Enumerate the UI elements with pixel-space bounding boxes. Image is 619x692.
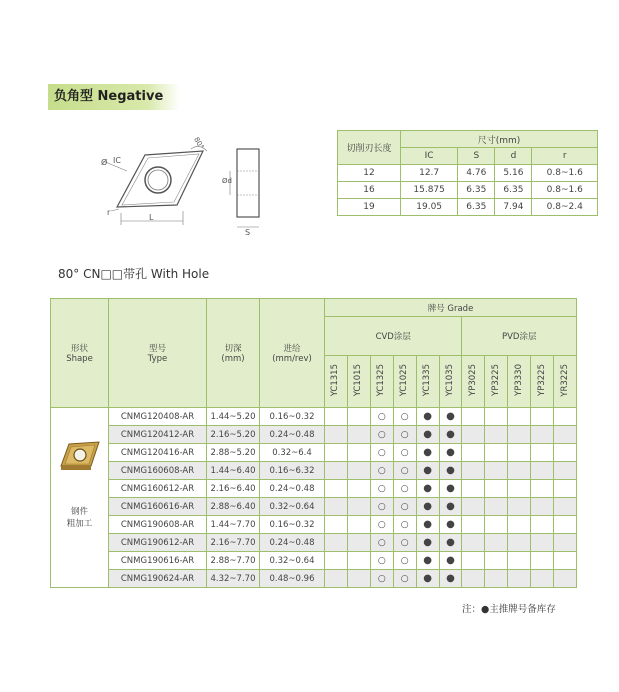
footnote: 注：●主推牌号备库存	[462, 604, 556, 615]
grade-mark-cell	[393, 570, 416, 588]
recommended-dot: ●	[446, 555, 455, 566]
type-cell: CNMG190624-AR	[109, 570, 207, 588]
grade-mark-cell	[531, 408, 554, 426]
grade-mark-cell	[508, 480, 531, 498]
grade-table	[50, 298, 577, 588]
shape-label: 钢件 粗加工	[66, 507, 93, 529]
grade-mark-cell	[531, 498, 554, 516]
dia-symbol: Ø	[101, 158, 108, 167]
feed-cell: 0.24~0.48	[260, 426, 325, 444]
grade-mark-cell	[325, 462, 348, 480]
r-label: r	[107, 208, 111, 217]
dimensions-table	[337, 130, 598, 216]
grade-mark-cell	[325, 480, 348, 498]
grade-mark-cell	[347, 480, 370, 498]
grade-mark-cell	[508, 552, 531, 570]
l-label: L	[149, 213, 154, 222]
pvd-header: PVD涂层	[462, 317, 577, 356]
section-banner	[48, 84, 180, 110]
grade-mark-cell	[508, 498, 531, 516]
type-cell: CNMG120416-AR	[109, 444, 207, 462]
feed-cell: 0.24~0.48	[260, 480, 325, 498]
dims-cell: 0.8~1.6	[532, 182, 598, 199]
recommended-dot: ●	[446, 411, 455, 422]
dims-cell: 15.875	[401, 182, 458, 199]
depth-cell: 4.32~7.70	[207, 570, 260, 588]
grade-mark-cell	[462, 534, 485, 552]
recommended-dot: ●	[423, 429, 432, 440]
grade-mark-cell	[439, 462, 462, 480]
dims-cell: 16	[338, 182, 401, 199]
feed-header: 进给 (mm/rev)	[260, 299, 325, 408]
dims-row	[338, 165, 598, 182]
grade-name-label: YC1035	[444, 363, 455, 397]
table-row	[51, 462, 577, 480]
available-ring: ○	[400, 465, 409, 476]
recommended-dot: ●	[446, 465, 455, 476]
grade-mark-cell	[347, 534, 370, 552]
dims-cell: 6.35	[458, 182, 495, 199]
grade-mark-cell	[508, 444, 531, 462]
grade-mark-cell	[439, 516, 462, 534]
grade-name-header	[416, 356, 439, 408]
grade-mark-cell	[439, 426, 462, 444]
grade-mark-cell	[325, 552, 348, 570]
available-ring: ○	[377, 573, 386, 584]
grade-mark-cell	[347, 444, 370, 462]
grade-mark-cell	[325, 408, 348, 426]
feed-cell: 0.48~0.96	[260, 570, 325, 588]
recommended-dot: ●	[446, 483, 455, 494]
grade-mark-cell	[439, 480, 462, 498]
depth-cell: 2.16~7.70	[207, 534, 260, 552]
grade-mark-cell	[416, 426, 439, 444]
type-cell: CNMG120412-AR	[109, 426, 207, 444]
recommended-dot: ●	[423, 483, 432, 494]
grade-mark-cell	[393, 462, 416, 480]
grade-mark-cell	[370, 552, 393, 570]
depth-cell: 1.44~5.20	[207, 408, 260, 426]
recommended-dot: ●	[423, 447, 432, 458]
recommended-dot: ●	[446, 501, 455, 512]
grade-mark-cell	[531, 516, 554, 534]
grade-mark-cell	[462, 552, 485, 570]
table-row	[51, 534, 577, 552]
table-row	[51, 570, 577, 588]
dims-cell: 7.94	[495, 199, 532, 216]
available-ring: ○	[400, 537, 409, 548]
size-group-header: 尺寸(mm)	[401, 131, 598, 148]
grade-mark-cell	[485, 462, 508, 480]
depth-cell: 2.88~7.70	[207, 552, 260, 570]
recommended-dot: ●	[446, 573, 455, 584]
grade-mark-cell	[370, 516, 393, 534]
grade-mark-cell	[416, 444, 439, 462]
dims-cell: 5.16	[495, 165, 532, 182]
depth-cell: 1.44~7.70	[207, 516, 260, 534]
grade-name-label: YC1325	[376, 363, 387, 397]
grade-mark-cell	[325, 444, 348, 462]
grade-mark-cell	[370, 480, 393, 498]
section-subtitle: 80° CN□□带孔 With Hole	[58, 267, 210, 281]
recommended-dot: ●	[423, 537, 432, 548]
grade-mark-cell	[439, 534, 462, 552]
grade-mark-cell	[347, 552, 370, 570]
grade-mark-cell	[554, 462, 577, 480]
grade-mark-cell	[508, 462, 531, 480]
grade-mark-cell	[554, 498, 577, 516]
grade-mark-cell	[554, 534, 577, 552]
dims-cell: 19.05	[401, 199, 458, 216]
grade-mark-cell	[485, 570, 508, 588]
dims-cell: 12	[338, 165, 401, 182]
grade-mark-cell	[462, 498, 485, 516]
available-ring: ○	[377, 429, 386, 440]
grade-mark-cell	[554, 516, 577, 534]
grade-mark-cell	[325, 426, 348, 444]
grade-mark-cell	[531, 534, 554, 552]
grade-mark-cell	[393, 426, 416, 444]
available-ring: ○	[377, 537, 386, 548]
available-ring: ○	[400, 501, 409, 512]
dims-cell: 19	[338, 199, 401, 216]
type-cell: CNMG160612-AR	[109, 480, 207, 498]
s-header: S	[458, 148, 495, 165]
grade-mark-cell	[439, 408, 462, 426]
feed-cell: 0.32~0.64	[260, 498, 325, 516]
grade-mark-cell	[485, 444, 508, 462]
r-header: r	[532, 148, 598, 165]
grade-mark-cell	[416, 552, 439, 570]
grade-mark-cell	[416, 570, 439, 588]
dims-cell: 6.35	[495, 182, 532, 199]
grade-mark-cell	[485, 498, 508, 516]
grade-mark-cell	[370, 498, 393, 516]
grade-mark-cell	[416, 498, 439, 516]
depth-cell: 2.16~6.40	[207, 480, 260, 498]
depth-cell: 2.88~5.20	[207, 444, 260, 462]
grade-mark-cell	[508, 408, 531, 426]
grade-mark-cell	[393, 534, 416, 552]
dims-cell: 6.35	[458, 199, 495, 216]
grade-name-label: YC1025	[399, 363, 410, 397]
table-row	[51, 498, 577, 516]
available-ring: ○	[400, 411, 409, 422]
recommended-dot: ●	[423, 501, 432, 512]
table-row	[51, 426, 577, 444]
grade-name-header	[462, 356, 485, 408]
table-row	[51, 516, 577, 534]
grade-name-header	[531, 356, 554, 408]
shape-header: 形状 Shape	[51, 299, 109, 408]
grade-mark-cell	[347, 408, 370, 426]
insert-drawing	[95, 125, 275, 240]
grade-mark-cell	[347, 462, 370, 480]
grade-mark-cell	[416, 408, 439, 426]
grade-mark-cell	[508, 570, 531, 588]
grade-mark-cell	[462, 570, 485, 588]
grade-mark-cell	[508, 516, 531, 534]
grade-mark-cell	[325, 570, 348, 588]
recommended-dot: ●	[423, 411, 432, 422]
grade-mark-cell	[416, 534, 439, 552]
table-row	[51, 552, 577, 570]
grade-mark-cell	[554, 408, 577, 426]
recommended-dot: ●	[446, 537, 455, 548]
grade-mark-cell	[439, 498, 462, 516]
grade-mark-cell	[485, 408, 508, 426]
feed-cell: 0.16~0.32	[260, 516, 325, 534]
grade-mark-cell	[370, 462, 393, 480]
type-cell: CNMG190612-AR	[109, 534, 207, 552]
type-cell: CNMG190608-AR	[109, 516, 207, 534]
grade-mark-cell	[393, 552, 416, 570]
grade-mark-cell	[347, 516, 370, 534]
available-ring: ○	[377, 465, 386, 476]
grade-mark-cell	[485, 426, 508, 444]
recommended-dot: ●	[446, 519, 455, 530]
grade-name-header	[347, 356, 370, 408]
grade-mark-cell	[554, 480, 577, 498]
s-label: S	[245, 228, 251, 237]
feed-cell: 0.32~0.64	[260, 552, 325, 570]
grade-mark-cell	[462, 462, 485, 480]
grade-mark-cell	[485, 480, 508, 498]
type-cell: CNMG190616-AR	[109, 552, 207, 570]
grade-mark-cell	[531, 426, 554, 444]
dims-row	[338, 182, 598, 199]
d-label: Ød	[222, 177, 232, 185]
grade-mark-cell	[462, 426, 485, 444]
grade-name-label: YR3225	[559, 363, 570, 397]
grade-mark-cell	[393, 498, 416, 516]
grade-mark-cell	[370, 534, 393, 552]
table-row	[51, 480, 577, 498]
angle-label: 80°	[192, 135, 206, 151]
recommended-dot: ●	[446, 447, 455, 458]
grade-name-header	[485, 356, 508, 408]
feed-cell: 0.24~0.48	[260, 534, 325, 552]
grade-mark-cell	[370, 570, 393, 588]
table-row	[51, 444, 577, 462]
grade-mark-cell	[485, 534, 508, 552]
grade-mark-cell	[393, 444, 416, 462]
grade-mark-cell	[531, 462, 554, 480]
grade-mark-cell	[508, 534, 531, 552]
grade-mark-cell	[554, 444, 577, 462]
type-header: 型号 Type	[109, 299, 207, 408]
available-ring: ○	[377, 483, 386, 494]
grade-name-label: YP3225	[490, 364, 501, 396]
grade-mark-cell	[508, 426, 531, 444]
dims-row	[338, 199, 598, 216]
grade-mark-cell	[370, 408, 393, 426]
cvd-header: CVD涂层	[325, 317, 462, 356]
feed-cell: 0.16~0.32	[260, 408, 325, 426]
recommended-dot: ●	[423, 573, 432, 584]
grade-mark-cell	[462, 408, 485, 426]
dims-cell: 12.7	[401, 165, 458, 182]
grade-mark-cell	[485, 552, 508, 570]
grade-mark-cell	[531, 552, 554, 570]
grade-name-header	[393, 356, 416, 408]
banner-title: 负角型 Negative	[54, 89, 164, 104]
grade-header: 牌号 Grade	[325, 299, 577, 317]
available-ring: ○	[400, 519, 409, 530]
grade-name-label: YP3025	[467, 364, 478, 396]
shape-cell	[51, 408, 109, 588]
grade-mark-cell	[370, 426, 393, 444]
depth-cell: 1.44~6.40	[207, 462, 260, 480]
depth-header: 切深 (mm)	[207, 299, 260, 408]
cutting-edge-length-header: 切削刃长度	[338, 131, 401, 165]
dims-cell: 0.8~1.6	[532, 165, 598, 182]
grade-mark-cell	[325, 516, 348, 534]
grade-mark-cell	[462, 516, 485, 534]
grade-mark-cell	[393, 516, 416, 534]
feed-cell: 0.32~6.4	[260, 444, 325, 462]
dims-cell: 0.8~2.4	[532, 199, 598, 216]
grade-mark-cell	[462, 480, 485, 498]
grade-mark-cell	[554, 552, 577, 570]
dims-cell: 4.76	[458, 165, 495, 182]
recommended-dot: ●	[446, 429, 455, 440]
type-cell: CNMG160616-AR	[109, 498, 207, 516]
available-ring: ○	[400, 483, 409, 494]
available-ring: ○	[377, 447, 386, 458]
depth-cell: 2.88~6.40	[207, 498, 260, 516]
available-ring: ○	[377, 519, 386, 530]
grade-mark-cell	[325, 534, 348, 552]
available-ring: ○	[377, 501, 386, 512]
grade-mark-cell	[416, 480, 439, 498]
grade-name-header	[554, 356, 577, 408]
table-row	[51, 408, 577, 426]
available-ring: ○	[377, 555, 386, 566]
grade-mark-cell	[347, 498, 370, 516]
grade-mark-cell	[325, 498, 348, 516]
ic-label: IC	[113, 156, 121, 165]
insert-icon	[57, 436, 103, 476]
grade-name-label: YP3330	[513, 364, 524, 396]
grade-mark-cell	[531, 444, 554, 462]
type-cell: CNMG120408-AR	[109, 408, 207, 426]
grade-name-label: YP3225	[536, 364, 547, 396]
ic-header: IC	[401, 148, 458, 165]
recommended-dot: ●	[423, 555, 432, 566]
grade-name-label: YC1015	[353, 363, 364, 397]
insert-image	[51, 408, 108, 479]
grade-name-header	[439, 356, 462, 408]
depth-cell: 2.16~5.20	[207, 426, 260, 444]
grade-mark-cell	[370, 444, 393, 462]
grade-mark-cell	[462, 444, 485, 462]
d-header: d	[495, 148, 532, 165]
grade-mark-cell	[554, 570, 577, 588]
grade-mark-cell	[439, 552, 462, 570]
grade-mark-cell	[416, 516, 439, 534]
grade-mark-cell	[531, 570, 554, 588]
grade-mark-cell	[416, 462, 439, 480]
type-cell: CNMG160608-AR	[109, 462, 207, 480]
grade-mark-cell	[531, 480, 554, 498]
grade-mark-cell	[439, 444, 462, 462]
grade-name-header	[370, 356, 393, 408]
grade-name-label: YC1335	[422, 363, 433, 397]
available-ring: ○	[400, 555, 409, 566]
grade-mark-cell	[554, 426, 577, 444]
grade-mark-cell	[439, 570, 462, 588]
available-ring: ○	[377, 411, 386, 422]
grade-name-label: YC1315	[330, 363, 341, 397]
grade-mark-cell	[347, 426, 370, 444]
grade-mark-cell	[347, 570, 370, 588]
grade-mark-cell	[485, 516, 508, 534]
recommended-dot: ●	[423, 519, 432, 530]
grade-mark-cell	[393, 408, 416, 426]
recommended-dot: ●	[423, 465, 432, 476]
grade-name-header	[508, 356, 531, 408]
grade-mark-cell	[393, 480, 416, 498]
grade-name-header	[325, 356, 348, 408]
available-ring: ○	[400, 447, 409, 458]
feed-cell: 0.16~6.32	[260, 462, 325, 480]
available-ring: ○	[400, 429, 409, 440]
available-ring: ○	[400, 573, 409, 584]
